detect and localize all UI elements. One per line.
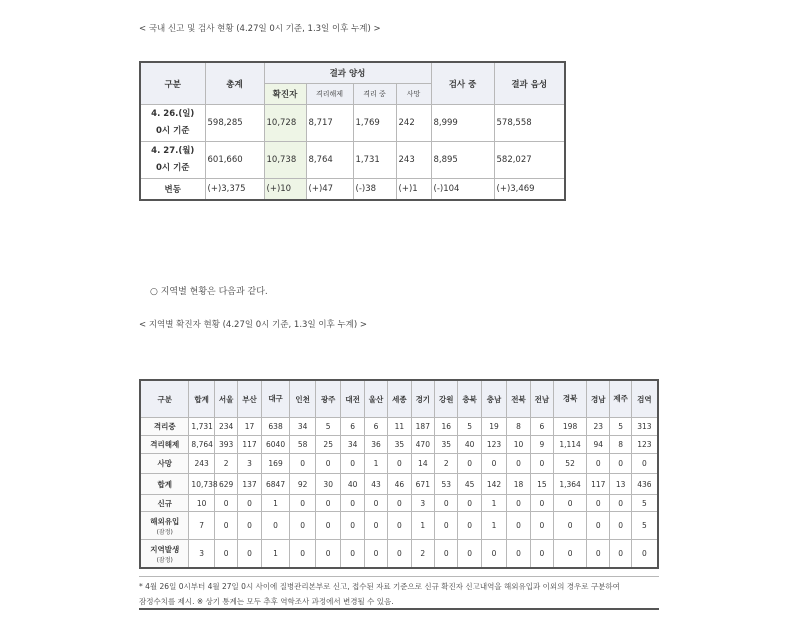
cell: 6040 bbox=[261, 436, 290, 454]
row-date: 4. 26.(일) bbox=[151, 109, 195, 119]
cell: 18 bbox=[507, 474, 530, 495]
header-released: 격리해제 bbox=[306, 84, 353, 105]
cell: 242 bbox=[396, 105, 431, 142]
region-header: 경남 bbox=[587, 380, 610, 418]
cell: 0 bbox=[388, 495, 411, 512]
cell: 187 bbox=[411, 418, 434, 436]
cell: 0 bbox=[315, 454, 341, 474]
cell: 10 bbox=[507, 436, 530, 454]
cell: 0 bbox=[341, 495, 364, 512]
table-row bbox=[140, 540, 658, 569]
table-row bbox=[140, 474, 658, 495]
row-label bbox=[140, 540, 189, 569]
cell: 94 bbox=[587, 436, 610, 454]
row-label: 변동 bbox=[140, 179, 205, 201]
cell: 8,764 bbox=[306, 142, 353, 179]
table2-caption: < 지역별 확진자 현황 (4.27일 0시 기준, 1.3일 이후 누계) > bbox=[139, 320, 368, 330]
cell: 0 bbox=[610, 512, 631, 540]
table-header-row bbox=[140, 380, 658, 418]
row-label-text: 합계 bbox=[157, 479, 172, 489]
cell: 629 bbox=[214, 474, 237, 495]
cell: 470 bbox=[411, 436, 434, 454]
regional-bullet: ○ 지역별 현황은 다음과 같다. bbox=[150, 287, 268, 297]
table-row bbox=[140, 142, 565, 179]
cell: 0 bbox=[587, 512, 610, 540]
cell: 0 bbox=[554, 512, 587, 540]
cell: 52 bbox=[554, 454, 587, 474]
cell: 10,738 bbox=[264, 142, 306, 179]
region-header: 제주 bbox=[610, 380, 631, 418]
cell: 5 bbox=[631, 495, 658, 512]
cell: (-)104 bbox=[431, 179, 494, 201]
cell: 0 bbox=[315, 540, 341, 569]
cell: 0 bbox=[587, 495, 610, 512]
region-header: 전남 bbox=[530, 380, 553, 418]
cell: 198 bbox=[554, 418, 587, 436]
cell: (+)3,375 bbox=[205, 179, 264, 201]
table-row bbox=[140, 495, 658, 512]
cell: 0 bbox=[435, 540, 458, 569]
region-header: 부산 bbox=[238, 380, 261, 418]
cell: 40 bbox=[458, 436, 481, 454]
cell: 6 bbox=[341, 418, 364, 436]
cell: (+)47 bbox=[306, 179, 353, 201]
cell: 0 bbox=[341, 540, 364, 569]
row-label-note: (잠정) bbox=[156, 556, 173, 564]
region-header: 전북 bbox=[507, 380, 530, 418]
row-label-text: 격리중 bbox=[153, 422, 176, 431]
cell: 0 bbox=[315, 495, 341, 512]
cell: (+)3,469 bbox=[494, 179, 565, 201]
cell: 142 bbox=[481, 474, 507, 495]
cell: 0 bbox=[364, 512, 387, 540]
cell: 598,285 bbox=[205, 105, 264, 142]
table-row bbox=[140, 418, 658, 436]
cell: 0 bbox=[631, 454, 658, 474]
cell: 638 bbox=[261, 418, 290, 436]
footnote bbox=[139, 576, 659, 610]
cell: 1,114 bbox=[554, 436, 587, 454]
cell: 1,731 bbox=[353, 142, 396, 179]
cell: 8,895 bbox=[431, 142, 494, 179]
region-header: 구분 bbox=[140, 380, 189, 418]
cell: 45 bbox=[458, 474, 481, 495]
row-label bbox=[140, 495, 189, 512]
cell: 40 bbox=[341, 474, 364, 495]
cell: 243 bbox=[396, 142, 431, 179]
cell: 2 bbox=[214, 454, 237, 474]
header-negative: 결과 음성 bbox=[494, 62, 565, 105]
cell: 0 bbox=[587, 454, 610, 474]
cell: 117 bbox=[238, 436, 261, 454]
cell: 30 bbox=[315, 474, 341, 495]
cell: 1,364 bbox=[554, 474, 587, 495]
header-total: 총계 bbox=[205, 62, 264, 105]
region-header: 충남 bbox=[481, 380, 507, 418]
cell: 0 bbox=[214, 495, 237, 512]
cell: 36 bbox=[364, 436, 387, 454]
cell: 0 bbox=[290, 512, 316, 540]
cell: 19 bbox=[481, 418, 507, 436]
cell: 0 bbox=[435, 495, 458, 512]
cell: 0 bbox=[341, 512, 364, 540]
cell: 23 bbox=[587, 418, 610, 436]
cell: 0 bbox=[507, 495, 530, 512]
cell: (+)1 bbox=[396, 179, 431, 201]
cell: 17 bbox=[238, 418, 261, 436]
cell: 0 bbox=[530, 454, 553, 474]
cell: 0 bbox=[507, 454, 530, 474]
cell: 14 bbox=[411, 454, 434, 474]
cell: 0 bbox=[238, 512, 261, 540]
cell: 8,764 bbox=[189, 436, 215, 454]
cell: 5 bbox=[315, 418, 341, 436]
cell: 1 bbox=[261, 495, 290, 512]
cell: 123 bbox=[631, 436, 658, 454]
cell: 0 bbox=[458, 512, 481, 540]
cell: 1 bbox=[261, 540, 290, 569]
cell: 2 bbox=[435, 454, 458, 474]
cell: 1 bbox=[481, 495, 507, 512]
table-row bbox=[140, 179, 565, 201]
cell: 10 bbox=[189, 495, 215, 512]
row-label-note: (잠정) bbox=[156, 528, 173, 536]
cell: 6 bbox=[364, 418, 387, 436]
footnote-line-1: * 4월 26일 0시부터 4월 27일 0시 사이에 질병관리본부로 신고, 접수된 자료 기준으로 신규 확진자 신고내역을 해외유입과 이외의 경우로 구분하여 bbox=[139, 582, 620, 591]
cell: 393 bbox=[214, 436, 237, 454]
row-basis: 0시 기준 bbox=[155, 163, 190, 173]
row-label-text: 해외유입 bbox=[150, 516, 180, 526]
row-label bbox=[140, 512, 189, 540]
row-label bbox=[140, 105, 205, 142]
cell: 313 bbox=[631, 418, 658, 436]
cell: 6 bbox=[530, 418, 553, 436]
cell: 0 bbox=[290, 454, 316, 474]
cell: 0 bbox=[290, 495, 316, 512]
region-header: 세종 bbox=[388, 380, 411, 418]
cell: 0 bbox=[530, 540, 553, 569]
header-gubun: 구분 bbox=[140, 62, 205, 105]
table1-caption: < 국내 신고 및 검사 현황 (4.27일 0시 기준, 1.3일 이후 누계) > bbox=[139, 24, 381, 34]
cell: 0 bbox=[214, 540, 237, 569]
cell: 9 bbox=[530, 436, 553, 454]
row-label bbox=[140, 454, 189, 474]
cell: 35 bbox=[388, 436, 411, 454]
cell: 0 bbox=[238, 540, 261, 569]
cell: 0 bbox=[290, 540, 316, 569]
cell: (+)10 bbox=[264, 179, 306, 201]
cell: 0 bbox=[364, 495, 387, 512]
table-row bbox=[140, 105, 565, 142]
region-header: 광주 bbox=[315, 380, 341, 418]
cell: 16 bbox=[435, 418, 458, 436]
row-date: 4. 27.(월) bbox=[151, 146, 195, 156]
region-header: 서울 bbox=[214, 380, 237, 418]
row-basis: 0시 기준 bbox=[155, 126, 190, 136]
cell: 0 bbox=[631, 540, 658, 569]
cell: 671 bbox=[411, 474, 434, 495]
cell: 0 bbox=[530, 495, 553, 512]
cell: 0 bbox=[610, 454, 631, 474]
cell: 25 bbox=[315, 436, 341, 454]
cell: 582,027 bbox=[494, 142, 565, 179]
row-label-text: 격리해제 bbox=[150, 440, 180, 449]
cell: 0 bbox=[458, 540, 481, 569]
header-death: 사망 bbox=[396, 84, 431, 105]
cell: 0 bbox=[610, 495, 631, 512]
cell: 0 bbox=[388, 540, 411, 569]
footnote-line-2: 잠정수치를 제시. ※ 상기 통계는 모두 추후 역학조사 과정에서 변경될 수 있음. bbox=[139, 597, 394, 606]
cell: 578,558 bbox=[494, 105, 565, 142]
cell: 3 bbox=[238, 454, 261, 474]
cell: 34 bbox=[341, 436, 364, 454]
region-header: 인천 bbox=[290, 380, 316, 418]
region-header: 경북 bbox=[554, 380, 587, 418]
cell: 123 bbox=[481, 436, 507, 454]
header-testing: 검사 중 bbox=[431, 62, 494, 105]
cell: 0 bbox=[214, 512, 237, 540]
cell: 10,728 bbox=[264, 105, 306, 142]
table-row bbox=[140, 436, 658, 454]
cell: 5 bbox=[458, 418, 481, 436]
region-header: 충북 bbox=[458, 380, 481, 418]
cell: 11 bbox=[388, 418, 411, 436]
cell: 1 bbox=[411, 512, 434, 540]
cell: 0 bbox=[238, 495, 261, 512]
cell: 117 bbox=[587, 474, 610, 495]
row-label bbox=[140, 474, 189, 495]
cell: 0 bbox=[341, 454, 364, 474]
region-header: 검역 bbox=[631, 380, 658, 418]
cell: 8 bbox=[610, 436, 631, 454]
cell: 92 bbox=[290, 474, 316, 495]
row-label bbox=[140, 436, 189, 454]
cell: 0 bbox=[481, 540, 507, 569]
regional-status-table bbox=[139, 379, 659, 569]
cell: 5 bbox=[610, 418, 631, 436]
cell: 234 bbox=[214, 418, 237, 436]
cell: 2 bbox=[411, 540, 434, 569]
cell: 137 bbox=[238, 474, 261, 495]
cell: 436 bbox=[631, 474, 658, 495]
row-label-text: 사망 bbox=[157, 459, 172, 468]
cell: 0 bbox=[458, 454, 481, 474]
header-confirmed: 확진자 bbox=[264, 84, 306, 105]
cell: 0 bbox=[587, 540, 610, 569]
cell: 53 bbox=[435, 474, 458, 495]
cell: 6847 bbox=[261, 474, 290, 495]
cell: (-)38 bbox=[353, 179, 396, 201]
cell: 8,999 bbox=[431, 105, 494, 142]
cell: 15 bbox=[530, 474, 553, 495]
cell: 0 bbox=[388, 512, 411, 540]
cell: 7 bbox=[189, 512, 215, 540]
test-status-table bbox=[139, 61, 566, 201]
cell: 3 bbox=[411, 495, 434, 512]
cell: 0 bbox=[610, 540, 631, 569]
region-header: 경기 bbox=[411, 380, 434, 418]
header-positive: 결과 양성 bbox=[264, 62, 431, 84]
cell: 3 bbox=[189, 540, 215, 569]
cell: 601,660 bbox=[205, 142, 264, 179]
header-isolated: 격리 중 bbox=[353, 84, 396, 105]
region-header: 대구 bbox=[261, 380, 290, 418]
cell: 43 bbox=[364, 474, 387, 495]
cell: 10,738 bbox=[189, 474, 215, 495]
row-label-text: 지역발생 bbox=[150, 544, 180, 554]
cell: 58 bbox=[290, 436, 316, 454]
cell: 0 bbox=[435, 512, 458, 540]
cell: 8,717 bbox=[306, 105, 353, 142]
region-header: 울산 bbox=[364, 380, 387, 418]
cell: 0 bbox=[481, 454, 507, 474]
cell: 13 bbox=[610, 474, 631, 495]
cell: 0 bbox=[315, 512, 341, 540]
cell: 0 bbox=[554, 495, 587, 512]
cell: 0 bbox=[458, 495, 481, 512]
region-header: 강원 bbox=[435, 380, 458, 418]
cell: 1 bbox=[481, 512, 507, 540]
region-header: 대전 bbox=[341, 380, 364, 418]
cell: 8 bbox=[507, 418, 530, 436]
cell: 0 bbox=[364, 540, 387, 569]
cell: 1,731 bbox=[189, 418, 215, 436]
cell: 0 bbox=[507, 540, 530, 569]
cell: 0 bbox=[507, 512, 530, 540]
cell: 0 bbox=[530, 512, 553, 540]
cell: 0 bbox=[388, 454, 411, 474]
cell: 169 bbox=[261, 454, 290, 474]
cell: 35 bbox=[435, 436, 458, 454]
table-row bbox=[140, 454, 658, 474]
cell: 243 bbox=[189, 454, 215, 474]
region-header: 합계 bbox=[189, 380, 215, 418]
row-label bbox=[140, 142, 205, 179]
cell: 0 bbox=[554, 540, 587, 569]
cell: 1,769 bbox=[353, 105, 396, 142]
cell: 5 bbox=[631, 512, 658, 540]
table-row bbox=[140, 512, 658, 540]
row-label bbox=[140, 418, 189, 436]
cell: 0 bbox=[261, 512, 290, 540]
row-label-text: 신규 bbox=[157, 498, 172, 508]
cell: 1 bbox=[364, 454, 387, 474]
cell: 46 bbox=[388, 474, 411, 495]
cell: 34 bbox=[290, 418, 316, 436]
